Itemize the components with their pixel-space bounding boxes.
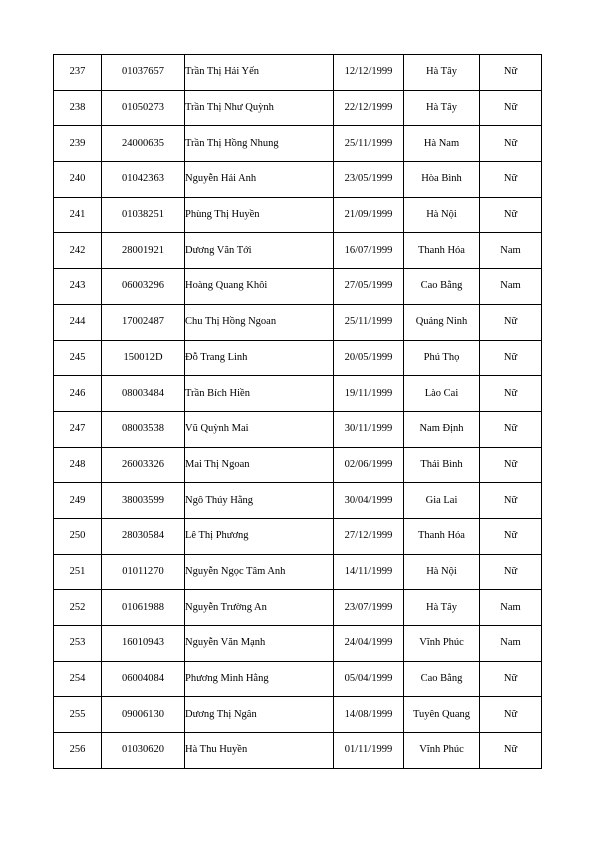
cell-gender: Nữ bbox=[480, 162, 542, 198]
cell-candidate-code: 09006130 bbox=[102, 697, 185, 733]
cell-gender: Nữ bbox=[480, 197, 542, 233]
cell-full-name: Nguyễn Ngọc Tâm Anh bbox=[185, 554, 334, 590]
cell-candidate-code: 24000635 bbox=[102, 126, 185, 162]
cell-full-name: Chu Thị Hồng Ngoan bbox=[185, 304, 334, 340]
table-row bbox=[54, 233, 542, 269]
table-row bbox=[54, 447, 542, 483]
cell-stt: 238 bbox=[54, 90, 102, 126]
cell-birthplace: Hà Nam bbox=[404, 126, 480, 162]
cell-gender: Nữ bbox=[480, 733, 542, 769]
cell-full-name: Mai Thị Ngoan bbox=[185, 447, 334, 483]
cell-date-of-birth: 23/05/1999 bbox=[334, 162, 404, 198]
table-row bbox=[54, 340, 542, 376]
cell-date-of-birth: 20/05/1999 bbox=[334, 340, 404, 376]
cell-stt: 248 bbox=[54, 447, 102, 483]
cell-birthplace: Hà Tây bbox=[404, 55, 480, 91]
cell-date-of-birth: 21/09/1999 bbox=[334, 197, 404, 233]
cell-candidate-code: 150012D bbox=[102, 340, 185, 376]
cell-birthplace: Vĩnh Phúc bbox=[404, 733, 480, 769]
cell-stt: 253 bbox=[54, 626, 102, 662]
table-row bbox=[54, 661, 542, 697]
cell-full-name: Hà Thu Huyền bbox=[185, 733, 334, 769]
cell-date-of-birth: 30/11/1999 bbox=[334, 411, 404, 447]
table-row bbox=[54, 733, 542, 769]
table-row bbox=[54, 55, 542, 91]
cell-full-name: Dương Văn Tới bbox=[185, 233, 334, 269]
table-row bbox=[54, 304, 542, 340]
cell-date-of-birth: 23/07/1999 bbox=[334, 590, 404, 626]
cell-birthplace: Cao Bằng bbox=[404, 269, 480, 305]
cell-candidate-code: 01030620 bbox=[102, 733, 185, 769]
cell-date-of-birth: 27/12/1999 bbox=[334, 518, 404, 554]
cell-candidate-code: 01042363 bbox=[102, 162, 185, 198]
cell-stt: 239 bbox=[54, 126, 102, 162]
cell-date-of-birth: 01/11/1999 bbox=[334, 733, 404, 769]
cell-date-of-birth: 05/04/1999 bbox=[334, 661, 404, 697]
cell-stt: 245 bbox=[54, 340, 102, 376]
cell-date-of-birth: 27/05/1999 bbox=[334, 269, 404, 305]
cell-gender: Nữ bbox=[480, 126, 542, 162]
cell-full-name: Dương Thị Ngân bbox=[185, 697, 334, 733]
cell-full-name: Trần Thị Hồng Nhung bbox=[185, 126, 334, 162]
cell-candidate-code: 01037657 bbox=[102, 55, 185, 91]
table-row bbox=[54, 126, 542, 162]
cell-birthplace: Quảng Ninh bbox=[404, 304, 480, 340]
cell-full-name: Trần Bích Hiền bbox=[185, 376, 334, 412]
cell-stt: 251 bbox=[54, 554, 102, 590]
cell-stt: 243 bbox=[54, 269, 102, 305]
table-row bbox=[54, 483, 542, 519]
table-row bbox=[54, 518, 542, 554]
student-roster-table bbox=[53, 54, 542, 769]
cell-gender: Nữ bbox=[480, 304, 542, 340]
cell-candidate-code: 01038251 bbox=[102, 197, 185, 233]
cell-gender: Nữ bbox=[480, 483, 542, 519]
cell-candidate-code: 38003599 bbox=[102, 483, 185, 519]
cell-date-of-birth: 19/11/1999 bbox=[334, 376, 404, 412]
cell-date-of-birth: 12/12/1999 bbox=[334, 55, 404, 91]
cell-birthplace: Lào Cai bbox=[404, 376, 480, 412]
cell-gender: Nữ bbox=[480, 447, 542, 483]
cell-birthplace: Gia Lai bbox=[404, 483, 480, 519]
cell-full-name: Hoàng Quang Khôi bbox=[185, 269, 334, 305]
cell-full-name: Vũ Quỳnh Mai bbox=[185, 411, 334, 447]
cell-date-of-birth: 30/04/1999 bbox=[334, 483, 404, 519]
cell-date-of-birth: 02/06/1999 bbox=[334, 447, 404, 483]
cell-date-of-birth: 25/11/1999 bbox=[334, 304, 404, 340]
cell-candidate-code: 06003296 bbox=[102, 269, 185, 305]
roster-body bbox=[54, 55, 542, 769]
cell-candidate-code: 01050273 bbox=[102, 90, 185, 126]
cell-gender: Nữ bbox=[480, 554, 542, 590]
cell-date-of-birth: 14/11/1999 bbox=[334, 554, 404, 590]
cell-gender: Nữ bbox=[480, 376, 542, 412]
table-row bbox=[54, 697, 542, 733]
cell-birthplace: Thái Bình bbox=[404, 447, 480, 483]
cell-birthplace: Cao Bằng bbox=[404, 661, 480, 697]
cell-full-name: Ngô Thúy Hằng bbox=[185, 483, 334, 519]
cell-gender: Nữ bbox=[480, 411, 542, 447]
cell-stt: 252 bbox=[54, 590, 102, 626]
cell-gender: Nữ bbox=[480, 697, 542, 733]
cell-full-name: Nguyễn Hải Anh bbox=[185, 162, 334, 198]
cell-stt: 255 bbox=[54, 697, 102, 733]
cell-birthplace: Hòa Bình bbox=[404, 162, 480, 198]
table-row bbox=[54, 197, 542, 233]
cell-gender: Nữ bbox=[480, 340, 542, 376]
cell-gender: Nam bbox=[480, 590, 542, 626]
cell-gender: Nữ bbox=[480, 661, 542, 697]
cell-birthplace: Hà Tây bbox=[404, 590, 480, 626]
cell-stt: 244 bbox=[54, 304, 102, 340]
cell-date-of-birth: 25/11/1999 bbox=[334, 126, 404, 162]
cell-candidate-code: 01061988 bbox=[102, 590, 185, 626]
cell-stt: 241 bbox=[54, 197, 102, 233]
table-row bbox=[54, 376, 542, 412]
cell-full-name: Phùng Thị Huyền bbox=[185, 197, 334, 233]
cell-birthplace: Vĩnh Phúc bbox=[404, 626, 480, 662]
cell-birthplace: Nam Định bbox=[404, 411, 480, 447]
cell-date-of-birth: 24/04/1999 bbox=[334, 626, 404, 662]
cell-gender: Nữ bbox=[480, 518, 542, 554]
table-row bbox=[54, 90, 542, 126]
cell-birthplace: Phú Thọ bbox=[404, 340, 480, 376]
cell-stt: 250 bbox=[54, 518, 102, 554]
cell-gender: Nữ bbox=[480, 55, 542, 91]
cell-birthplace: Tuyên Quang bbox=[404, 697, 480, 733]
table-row bbox=[54, 269, 542, 305]
table-row bbox=[54, 554, 542, 590]
cell-gender: Nam bbox=[480, 626, 542, 662]
cell-candidate-code: 01011270 bbox=[102, 554, 185, 590]
cell-full-name: Phương Minh Hằng bbox=[185, 661, 334, 697]
cell-gender: Nam bbox=[480, 233, 542, 269]
cell-full-name: Trần Thị Hải Yến bbox=[185, 55, 334, 91]
cell-full-name: Trần Thị Như Quỳnh bbox=[185, 90, 334, 126]
cell-stt: 242 bbox=[54, 233, 102, 269]
cell-birthplace: Thanh Hóa bbox=[404, 518, 480, 554]
cell-gender: Nữ bbox=[480, 90, 542, 126]
cell-stt: 246 bbox=[54, 376, 102, 412]
cell-candidate-code: 08003538 bbox=[102, 411, 185, 447]
table-row bbox=[54, 590, 542, 626]
cell-candidate-code: 16010943 bbox=[102, 626, 185, 662]
cell-stt: 256 bbox=[54, 733, 102, 769]
cell-birthplace: Hà Tây bbox=[404, 90, 480, 126]
cell-stt: 247 bbox=[54, 411, 102, 447]
cell-full-name: Nguyễn Trường An bbox=[185, 590, 334, 626]
cell-date-of-birth: 22/12/1999 bbox=[334, 90, 404, 126]
cell-candidate-code: 06004084 bbox=[102, 661, 185, 697]
cell-candidate-code: 17002487 bbox=[102, 304, 185, 340]
cell-stt: 249 bbox=[54, 483, 102, 519]
cell-birthplace: Thanh Hóa bbox=[404, 233, 480, 269]
cell-gender: Nam bbox=[480, 269, 542, 305]
cell-birthplace: Hà Nội bbox=[404, 197, 480, 233]
cell-full-name: Nguyễn Văn Mạnh bbox=[185, 626, 334, 662]
cell-candidate-code: 26003326 bbox=[102, 447, 185, 483]
table-row bbox=[54, 162, 542, 198]
cell-date-of-birth: 16/07/1999 bbox=[334, 233, 404, 269]
table-row bbox=[54, 411, 542, 447]
cell-candidate-code: 28030584 bbox=[102, 518, 185, 554]
cell-stt: 254 bbox=[54, 661, 102, 697]
cell-stt: 237 bbox=[54, 55, 102, 91]
cell-birthplace: Hà Nội bbox=[404, 554, 480, 590]
cell-candidate-code: 28001921 bbox=[102, 233, 185, 269]
cell-candidate-code: 08003484 bbox=[102, 376, 185, 412]
cell-stt: 240 bbox=[54, 162, 102, 198]
cell-full-name: Lê Thị Phương bbox=[185, 518, 334, 554]
table-row bbox=[54, 626, 542, 662]
cell-date-of-birth: 14/08/1999 bbox=[334, 697, 404, 733]
cell-full-name: Đỗ Trang Linh bbox=[185, 340, 334, 376]
